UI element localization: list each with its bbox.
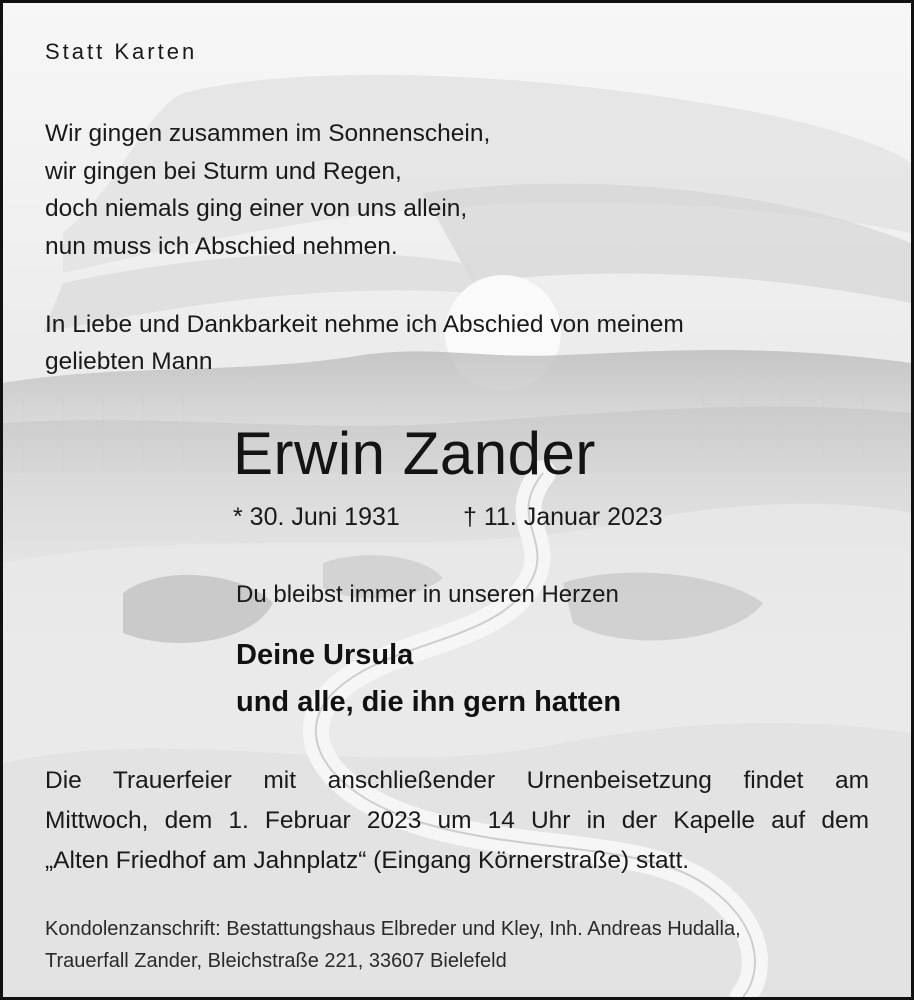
signature-line: und alle, die ihn gern hatten — [236, 686, 622, 718]
birth-date: * 30. Juni 1931 — [233, 503, 400, 531]
condolence-address — [45, 913, 741, 977]
contact-line: Trauerfall Zander, Bleichstraße 221, 33607 Bielefeld — [45, 950, 507, 972]
intro-line: In Liebe und Dankbarkeit nehme ich Abschied von meinem — [45, 311, 684, 338]
poem-line: nun muss ich Abschied nehmen. — [45, 232, 398, 260]
service-line: Mittwoch, dem 1. Februar 2023 um 14 Uhr in der Kapelle auf dem — [45, 807, 869, 834]
poem-line: wir gingen bei Sturm und Regen, — [45, 157, 402, 185]
signature-line: Deine Ursula — [236, 639, 414, 671]
deceased-name: Erwin Zander — [233, 420, 596, 487]
service-line: Die Trauerfeier mit anschließender Urnenbeisetzung findet am — [45, 767, 869, 794]
signature — [236, 632, 621, 726]
service-line: „Alten Friedhof am Jahnplatz“ (Eingang Körnerstraße) statt. — [45, 847, 690, 874]
intro-text — [45, 306, 684, 380]
poem — [45, 115, 490, 265]
poem-line: Wir gingen zusammen im Sonnenschein, — [45, 120, 491, 147]
contact-line: Kondolenzanschrift: Bestattungshaus Elbreder und Kley, Inh. Andreas Hudalla, — [45, 918, 741, 940]
poem-line: doch niemals ging einer von uns allein, — [45, 195, 468, 222]
notice-header: Statt Karten — [45, 39, 198, 64]
service-details — [45, 761, 869, 881]
death-date: † 11. Januar 2023 — [463, 503, 663, 531]
remembrance-line: Du bleibst immer in unseren Herzen — [236, 581, 619, 608]
intro-line: geliebten Mann — [45, 348, 213, 375]
